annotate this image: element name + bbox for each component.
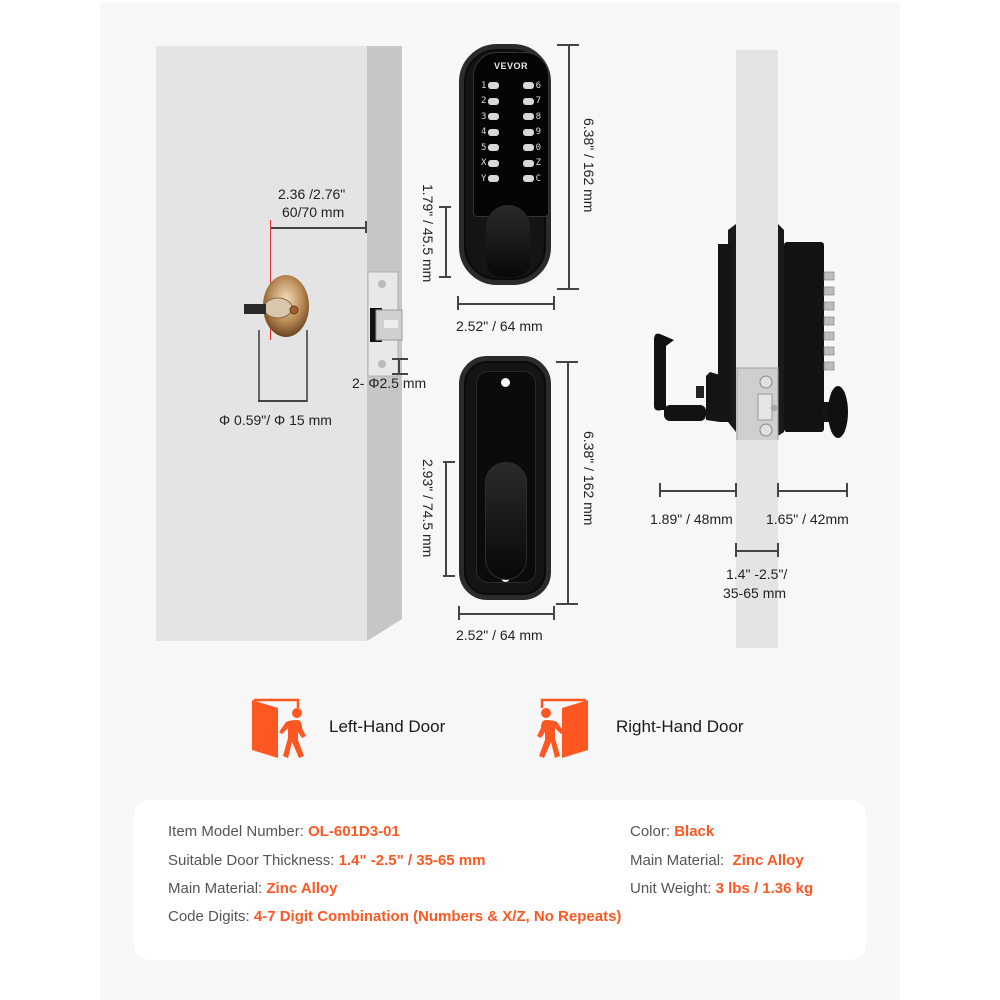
- spec-main-material: [168, 880, 338, 897]
- front-height-dim-line: [568, 44, 570, 289]
- keypad-keys: [473, 52, 549, 217]
- back-width-dim-line: [458, 613, 554, 615]
- spec-label: Main Material:: [168, 880, 267, 897]
- key-label: 3: [481, 111, 487, 122]
- screw-dim: 2- Φ2.5 mm: [352, 375, 427, 391]
- thickness-dim-line: [735, 550, 778, 552]
- bore-dim-ext-right: [306, 330, 308, 402]
- keypad-key[interactable]: [481, 81, 499, 91]
- keypad-key[interactable]: [481, 174, 499, 184]
- key-label: Y: [481, 173, 487, 184]
- front-width-dim-line: [457, 303, 554, 305]
- key-label: X: [481, 158, 487, 168]
- key-button[interactable]: [523, 144, 534, 151]
- bore-hole-icon: [236, 270, 316, 342]
- spec-label: Color:: [630, 823, 675, 840]
- spec-model-number: [168, 823, 400, 840]
- key-label: Z: [535, 158, 541, 168]
- front-height-dim: 6.38" / 162 mm: [581, 118, 597, 213]
- key-label: 7: [535, 96, 541, 106]
- keypad-row: [481, 158, 541, 169]
- door-face: [156, 46, 367, 641]
- key-label: 5: [481, 142, 487, 153]
- keypad-key[interactable]: [523, 96, 541, 106]
- spec-value: 1.4" -2.5" / 35-65 mm: [338, 852, 486, 869]
- key-label: C: [535, 173, 541, 184]
- latch-plate-icon: [364, 268, 414, 380]
- key-button[interactable]: [488, 98, 499, 105]
- keypad-key[interactable]: [523, 174, 541, 184]
- key-button[interactable]: [523, 160, 534, 167]
- side-profile-lock: [650, 200, 870, 440]
- screw-dim-top: [392, 358, 408, 360]
- key-button[interactable]: [488, 82, 499, 89]
- backset-dim-line2: 60/70 mm: [282, 204, 345, 220]
- key-button[interactable]: [523, 129, 534, 136]
- keypad-key[interactable]: [481, 127, 499, 137]
- key-label: 1: [481, 80, 487, 91]
- thickness-dim-line2: 35-65 mm: [723, 585, 787, 601]
- key-button[interactable]: [523, 175, 534, 182]
- front-knob: [486, 205, 530, 277]
- keypad-key[interactable]: [481, 96, 499, 106]
- keypad-row: [481, 173, 541, 184]
- keypad-row: [481, 127, 541, 138]
- right-hand-door-label: Right-Hand Door: [616, 717, 744, 736]
- keypad-key[interactable]: [481, 158, 499, 168]
- key-label: 9: [535, 127, 541, 137]
- screw-dim-line: [398, 358, 400, 374]
- inner-proj-dim-line: [659, 490, 736, 492]
- spec-value: OL-601D3-01: [308, 823, 400, 840]
- front-width-dim: 2.52" / 64 mm: [456, 318, 543, 334]
- key-label: 8: [535, 111, 541, 122]
- left-hand-door-icon: [250, 698, 310, 760]
- spec-label: Suitable Door Thickness:: [168, 852, 339, 869]
- bore-dim-line: [258, 400, 307, 402]
- key-button[interactable]: [488, 144, 499, 151]
- key-label: 0: [535, 142, 541, 153]
- outer-proj-dim-line: [777, 490, 847, 492]
- key-button[interactable]: [523, 113, 534, 120]
- lever-dim-line: [445, 461, 447, 576]
- backset-dim-line: [270, 227, 366, 229]
- backset-dim-tick: [365, 221, 367, 233]
- lever-dim: 2.93" / 74.5 mm: [420, 459, 436, 558]
- key-button[interactable]: [523, 82, 534, 89]
- bore-dim-ext-left: [258, 330, 260, 402]
- spec-label: Item Model Number:: [168, 823, 309, 840]
- key-button[interactable]: [488, 113, 499, 120]
- right-hand-door-icon: [530, 698, 590, 760]
- key-button[interactable]: [488, 129, 499, 136]
- spec-value: 4-7 Digit Combination (Numbers & X/Z, No Repeats): [253, 908, 622, 925]
- keypad-row: [481, 80, 541, 91]
- spec-unit-weight: [630, 880, 813, 897]
- bore-dim: Φ 0.59"/ Φ 15 mm: [219, 412, 332, 428]
- spec-label: Unit Weight:: [630, 880, 716, 897]
- keypad-key[interactable]: [523, 112, 541, 122]
- key-button[interactable]: [488, 160, 499, 167]
- keypad-key[interactable]: [523, 158, 541, 168]
- knob-dim-line: [445, 206, 447, 277]
- back-lever: [485, 462, 527, 580]
- keypad-row: [481, 142, 541, 153]
- spec-value: Zinc Alloy: [266, 880, 338, 897]
- key-label: 2: [481, 96, 487, 106]
- key-label: 6: [535, 80, 541, 91]
- inner-projection-dim: 1.89" / 48mm: [650, 511, 733, 527]
- outer-projection-dim: 1.65" / 42mm: [766, 511, 849, 527]
- knob-offset-dim: 1.79" / 45.5 mm: [420, 184, 436, 283]
- keypad-row: [481, 96, 541, 107]
- spec-color: [630, 823, 714, 840]
- brand-logo: VEVOR: [493, 61, 528, 71]
- key-button[interactable]: [523, 98, 534, 105]
- specs-card: [134, 800, 866, 960]
- spec-value: Black: [674, 823, 715, 840]
- keypad-key[interactable]: [523, 81, 541, 91]
- back-height-dim-line: [567, 361, 569, 604]
- spec-value: 3 lbs / 1.36 kg: [715, 880, 814, 897]
- spec-door-thickness: [168, 852, 485, 869]
- backset-dim-line1: 2.36 /2.76": [278, 186, 346, 202]
- key-button[interactable]: [488, 175, 499, 182]
- keypad-key[interactable]: [523, 143, 541, 153]
- keypad-key[interactable]: [523, 127, 541, 137]
- spec-main-material-2: [630, 852, 804, 869]
- spec-label: Main Material:: [630, 852, 733, 869]
- thickness-dim-line1: 1.4" -2.5"/: [726, 566, 788, 582]
- screw-hole-top: [501, 378, 510, 387]
- back-height-dim: 6.38" / 162 mm: [581, 431, 597, 526]
- keypad-key[interactable]: [481, 143, 499, 153]
- back-width-dim: 2.52" / 64 mm: [456, 627, 543, 643]
- key-label: 4: [481, 127, 487, 137]
- left-hand-door-label: Left-Hand Door: [329, 717, 446, 736]
- keypad-key[interactable]: [481, 112, 499, 122]
- spec-label: Code Digits:: [168, 908, 254, 925]
- spec-value: Zinc Alloy: [732, 852, 804, 869]
- spec-code-digits: [168, 908, 621, 925]
- keypad-row: [481, 111, 541, 122]
